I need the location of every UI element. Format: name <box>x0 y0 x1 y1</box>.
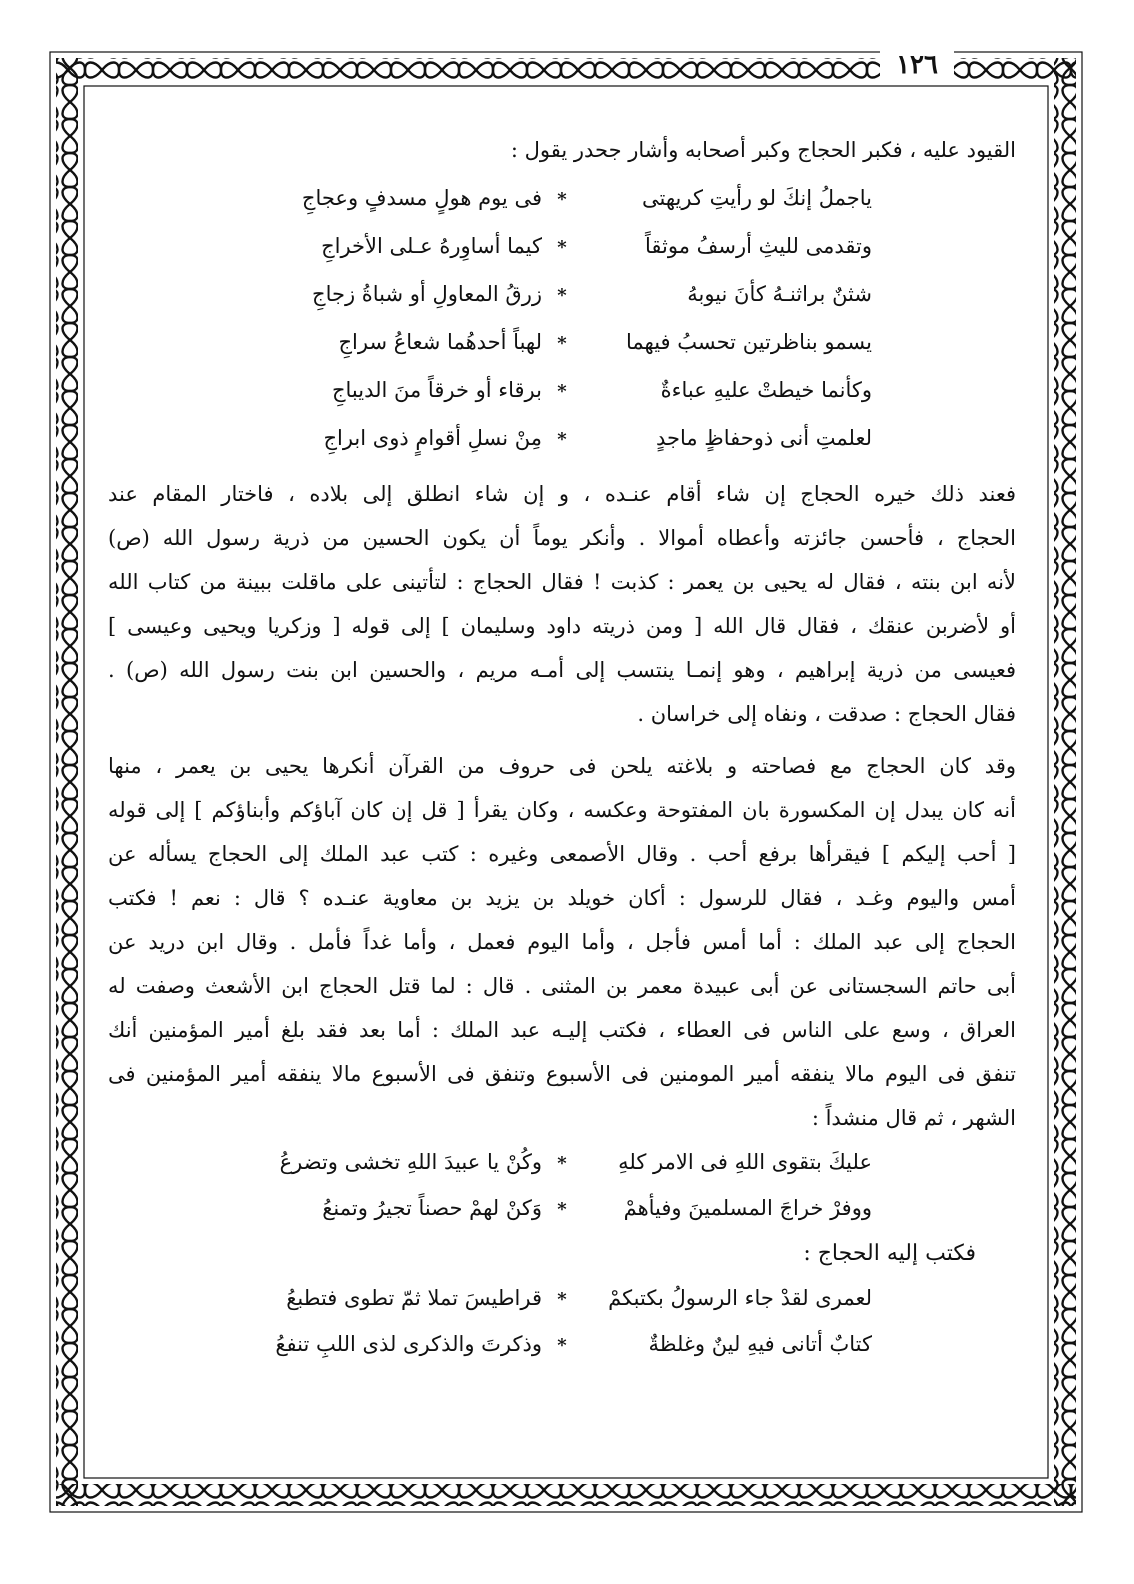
verse <box>108 1140 1016 1186</box>
text-line: الحجاج ، فأحسن جائزته وأعطاه أموالا . وأنكر يوماً أن يكون الحسين من ذرية رسول الله (ص) <box>108 526 1016 550</box>
text-line: الشهر ، ثم قال منشداً : <box>811 1106 1016 1130</box>
verse-separator: * <box>557 381 567 402</box>
verse-separator: * <box>557 237 567 258</box>
verse-first-hemistich: ياجملُ إنكَ لو رأيتِ كريهتى <box>642 186 872 210</box>
text-line: العراق ، وسع على الناس فى العطاء ، فكتب إليـه عبد الملك : أما بعد فقد بلغ أمير المؤمنين أنك <box>108 1018 1016 1042</box>
verse-first-hemistich: لعلمتِ أنى ذوحفاظٍ ماجدٍ <box>655 426 872 450</box>
paragraph-1 <box>108 472 1016 736</box>
page-number: ١٢٦ <box>880 50 954 80</box>
poem-3 <box>108 1276 1016 1368</box>
verse-second-hemistich: مِنْ نسلِ أقوامٍ ذوى ابراجِ <box>323 426 542 450</box>
verse-second-hemistich: وَكنْ لهمْ حصناً تجيرُ وتمنعُ <box>322 1196 542 1220</box>
text-line: وقد كان الحجاج مع فصاحته و بلاغته يلحن فى حروف من القرآن أنكرها يحيى بن يعمر ، منها <box>108 754 1016 778</box>
verse <box>108 1186 1016 1232</box>
verse-separator: * <box>557 333 567 354</box>
text-line: فعيسى من ذرية إبراهيم ، وهو إنمـا ينتسب إلى أمـه مريم ، والحسين ابن بنت رسول الله (ص) . <box>108 658 1016 682</box>
verse-first-hemistich: ووفرْ خراجَ المسلمينَ وفيأهمْ <box>623 1196 872 1220</box>
text-line: أبى حاتم السجستانى عن أبى عبيدة معمر بن المثنى . قال : لما قتل الحجاج ابن الأشعث وصفت له <box>108 974 1016 998</box>
verse-separator: * <box>557 189 567 210</box>
verse-second-hemistich: وكُنْ يا عبيدَ اللهِ تخشى وتضرعُ <box>279 1150 542 1174</box>
poem-2 <box>108 1140 1016 1232</box>
paragraph-2 <box>108 744 1016 1140</box>
text-line: أمس واليوم وغـد ، فقال للرسول : أكان خويلد بن يزيد بن معاوية عنـده ؟ قال : نعم ! فكتب <box>108 886 1016 910</box>
verse <box>108 416 1016 464</box>
verse-first-hemistich: يسمو بناظرتين تحسبُ فيهما <box>626 330 872 354</box>
text-line: لأنه ابن بنته ، فقال له يحيى بن يعمر : كذبت ! فقال الحجاج : لتأتينى على ماقلت ببينة من كتاب الله <box>108 570 1016 594</box>
verse <box>108 1322 1016 1368</box>
text-line: [ أحب إليكم ] فيقرأها برفع أحب . وقال الأصمعى وغيره : كتب عبد الملك إلى الحجاج يسأله عن <box>108 842 1016 866</box>
verse-second-hemistich: كيما أساوِرهُ عـلى الأخراجِ <box>321 234 542 258</box>
verse-first-hemistich: كتابٌ أتانى فيهِ لينٌ وغلظةٌ <box>648 1332 872 1356</box>
section-heading: فكتب إليه الحجاج : <box>803 1241 976 1266</box>
verse-separator: * <box>557 1199 567 1220</box>
intro-line: القيود عليه ، فكبر الحجاج وكبر أصحابه وأشار جحدر يقول : <box>510 138 1016 162</box>
page-content <box>108 128 1016 1458</box>
text-line: فعند ذلك خيره الحجاج إن شاء أقام عنـده ، و إن شاء انطلق إلى بلاده ، فاختار المقام عند <box>108 482 1016 506</box>
verse-first-hemistich: شثنٌ براثنـهُ كأنَ نيوبهُ <box>687 282 872 306</box>
verse <box>108 224 1016 272</box>
verse-separator: * <box>557 285 567 306</box>
verse-second-hemistich: فى يوم هولٍ مسدفٍ وعجاجِ <box>301 186 542 210</box>
poem-1 <box>108 176 1016 464</box>
verse-first-hemistich: عليكَ بتقوى اللهِ فى الامر كلهِ <box>618 1150 872 1174</box>
verse-second-hemistich: زرقُ المعاولِ أو شباةُ زجاجِ <box>312 282 542 306</box>
verse-second-hemistich: برقاء أو خرقاً منَ الديباجِ <box>331 378 542 402</box>
verse-first-hemistich: وكأنما خيطتْ عليهِ عباءةٌ <box>660 378 872 402</box>
verse-separator: * <box>557 1335 567 1356</box>
text-line: أنه كان يبدل إن المكسورة بان المفتوحة وعكسه ، وكان يقرأ [ قل إن كان آباؤكم وأبناؤكم ] إلى قوله <box>108 798 1016 822</box>
text-line: أو لأضربن عنقك ، فقال قال الله [ ومن ذريته داود وسليمان ] إلى قوله [ وزكريا ويحيى وعيسى ] <box>108 614 1016 638</box>
text-line: فقال الحجاج : صدقت ، ونفاه إلى خراسان . <box>637 702 1016 726</box>
verse <box>108 1276 1016 1322</box>
text-line: الحجاج إلى عبد الملك : أما أمس فأجل ، وأما اليوم فعمل ، وأما غداً فأمل . وقال ابن دريد عن <box>108 930 1016 954</box>
verse <box>108 176 1016 224</box>
verse-first-hemistich: لعمرى لقدْ جاء الرسولُ بكتبكمْ <box>608 1286 872 1310</box>
verse-first-hemistich: وتقدمى لليثِ أرسفُ موثقاً <box>645 234 872 258</box>
verse-second-hemistich: قراطيسَ تملا ثمّ تطوى فتطبعُ <box>286 1286 542 1310</box>
verse <box>108 368 1016 416</box>
text-line: تنفق فى اليوم مالا ينفقه أمير المومنين فى الأسبوع وتنفق فى الأسبوع مالا ينفقه أمير المؤمنين فى <box>108 1062 1016 1086</box>
verse <box>108 272 1016 320</box>
verse-separator: * <box>557 429 567 450</box>
verse-separator: * <box>557 1153 567 1174</box>
verse-second-hemistich: وذكرتَ والذكرى لذى اللبِ تنفعُ <box>275 1332 542 1356</box>
verse <box>108 320 1016 368</box>
verse-separator: * <box>557 1289 567 1310</box>
verse-second-hemistich: لهباً أحدهُما شعاعُ سراجِ <box>338 330 542 354</box>
